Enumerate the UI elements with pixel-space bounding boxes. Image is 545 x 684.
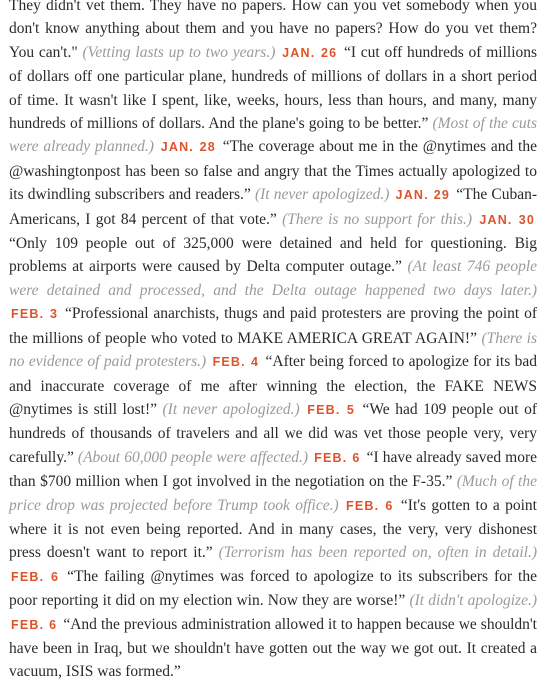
date-label: FEB. 4 xyxy=(212,355,260,370)
quote-text: “We had 109 people out of hundreds of thousands of travelers and all we did was vet those people very, very carefully.” xyxy=(9,400,537,466)
quote-text: “The Cuban-Americans, I got 84 percent of that vote.” xyxy=(9,186,538,228)
date-label: FEB. 6 xyxy=(314,450,361,465)
date-label: FEB. 6 xyxy=(346,498,394,513)
date-label: FEB. 3 xyxy=(11,307,59,322)
fact-check-note: (At least 746 people were detained and processed, and the Delta outage happened two days later.) xyxy=(9,258,538,299)
fact-check-note: (Most of the cuts were already planned.) xyxy=(9,115,538,156)
fact-check-note: (Much of the price drop was projected before Trump took office.) xyxy=(9,473,537,514)
quote-text: “It's gotten to a point where it is not even being reported. And in many cases, the very, very dishonest press doesn't want to report it.” xyxy=(9,496,537,562)
fact-check-note: (There is no support for this.) xyxy=(282,210,473,228)
date-label: FEB. 6 xyxy=(11,569,60,584)
fact-check-note: (Terrorism has been reported on, often in detail.) xyxy=(218,544,538,562)
quote-text: “Only 109 people out of 325,000 were detained and held for questioning. Big problems at airports were caused by Delta computer outage.” xyxy=(9,235,537,276)
fact-check-note: (It didn't apologize.) xyxy=(409,592,537,610)
quote-text: “I have already saved more than $700 million when I got involved in the negotiation on the F-35.” xyxy=(9,448,538,491)
fact-check-note: (About 60,000 people were affected.) xyxy=(77,448,309,466)
quote-text: “The coverage about me in the @nytimes and the @washingtonpost has been so false and angry that the Times actually apologized to its dwindling subscribers and readers.” xyxy=(9,138,537,204)
quote-text: “Professional anarchists, thugs and paid protesters are proving the point of the millions of people who voted to MAKE AMERICA GREAT AGAIN!” xyxy=(9,305,538,347)
date-label: JAN. 28 xyxy=(160,140,216,155)
date-label: FEB. 5 xyxy=(307,402,355,417)
date-label: FEB. 6 xyxy=(11,617,58,632)
quote-text: “The failing @nytimes was forced to apologize to its subscribers for the poor reporting it did on my election win. Now they are worse!” xyxy=(9,567,537,610)
fact-check-note: (It never apologized.) xyxy=(162,400,300,418)
quote-text: They didn't vet them. They have no papers. How can you vet somebody when you don't know anything about them and you have no papers? How do you vet them? You can't." xyxy=(9,0,537,61)
date-label: JAN. 30 xyxy=(479,212,536,227)
date-label: JAN. 29 xyxy=(395,188,451,203)
fact-check-note: (There is no evidence of paid protesters.) xyxy=(9,329,538,371)
date-label: JAN. 26 xyxy=(282,45,338,60)
quote-text: “I cut off hundreds of millions of dollars off one particular plane, hundreds of millions of dollars in a short period of time. It wasn't like I spent, like, weeks, hours, less than hours, and many, many hundreds of millions of dollars. And the plane's going to be better.” xyxy=(9,43,538,133)
fact-check-note: (Vetting lasts up to two years.) xyxy=(82,43,276,61)
quote-text: “After being forced to apologize for its bad and inaccurate coverage of me after winning the election, the FAKE NEWS @nytimes is still lost!” xyxy=(9,353,537,418)
fact-check-note: (It never apologized.) xyxy=(254,186,390,204)
quote-text: “And the previous administration allowed it to happen because we shouldn't have been in Iraq, but we shouldn't have gotten out the way we got out. It created a vacuum, ISIS was formed.” xyxy=(9,615,537,681)
